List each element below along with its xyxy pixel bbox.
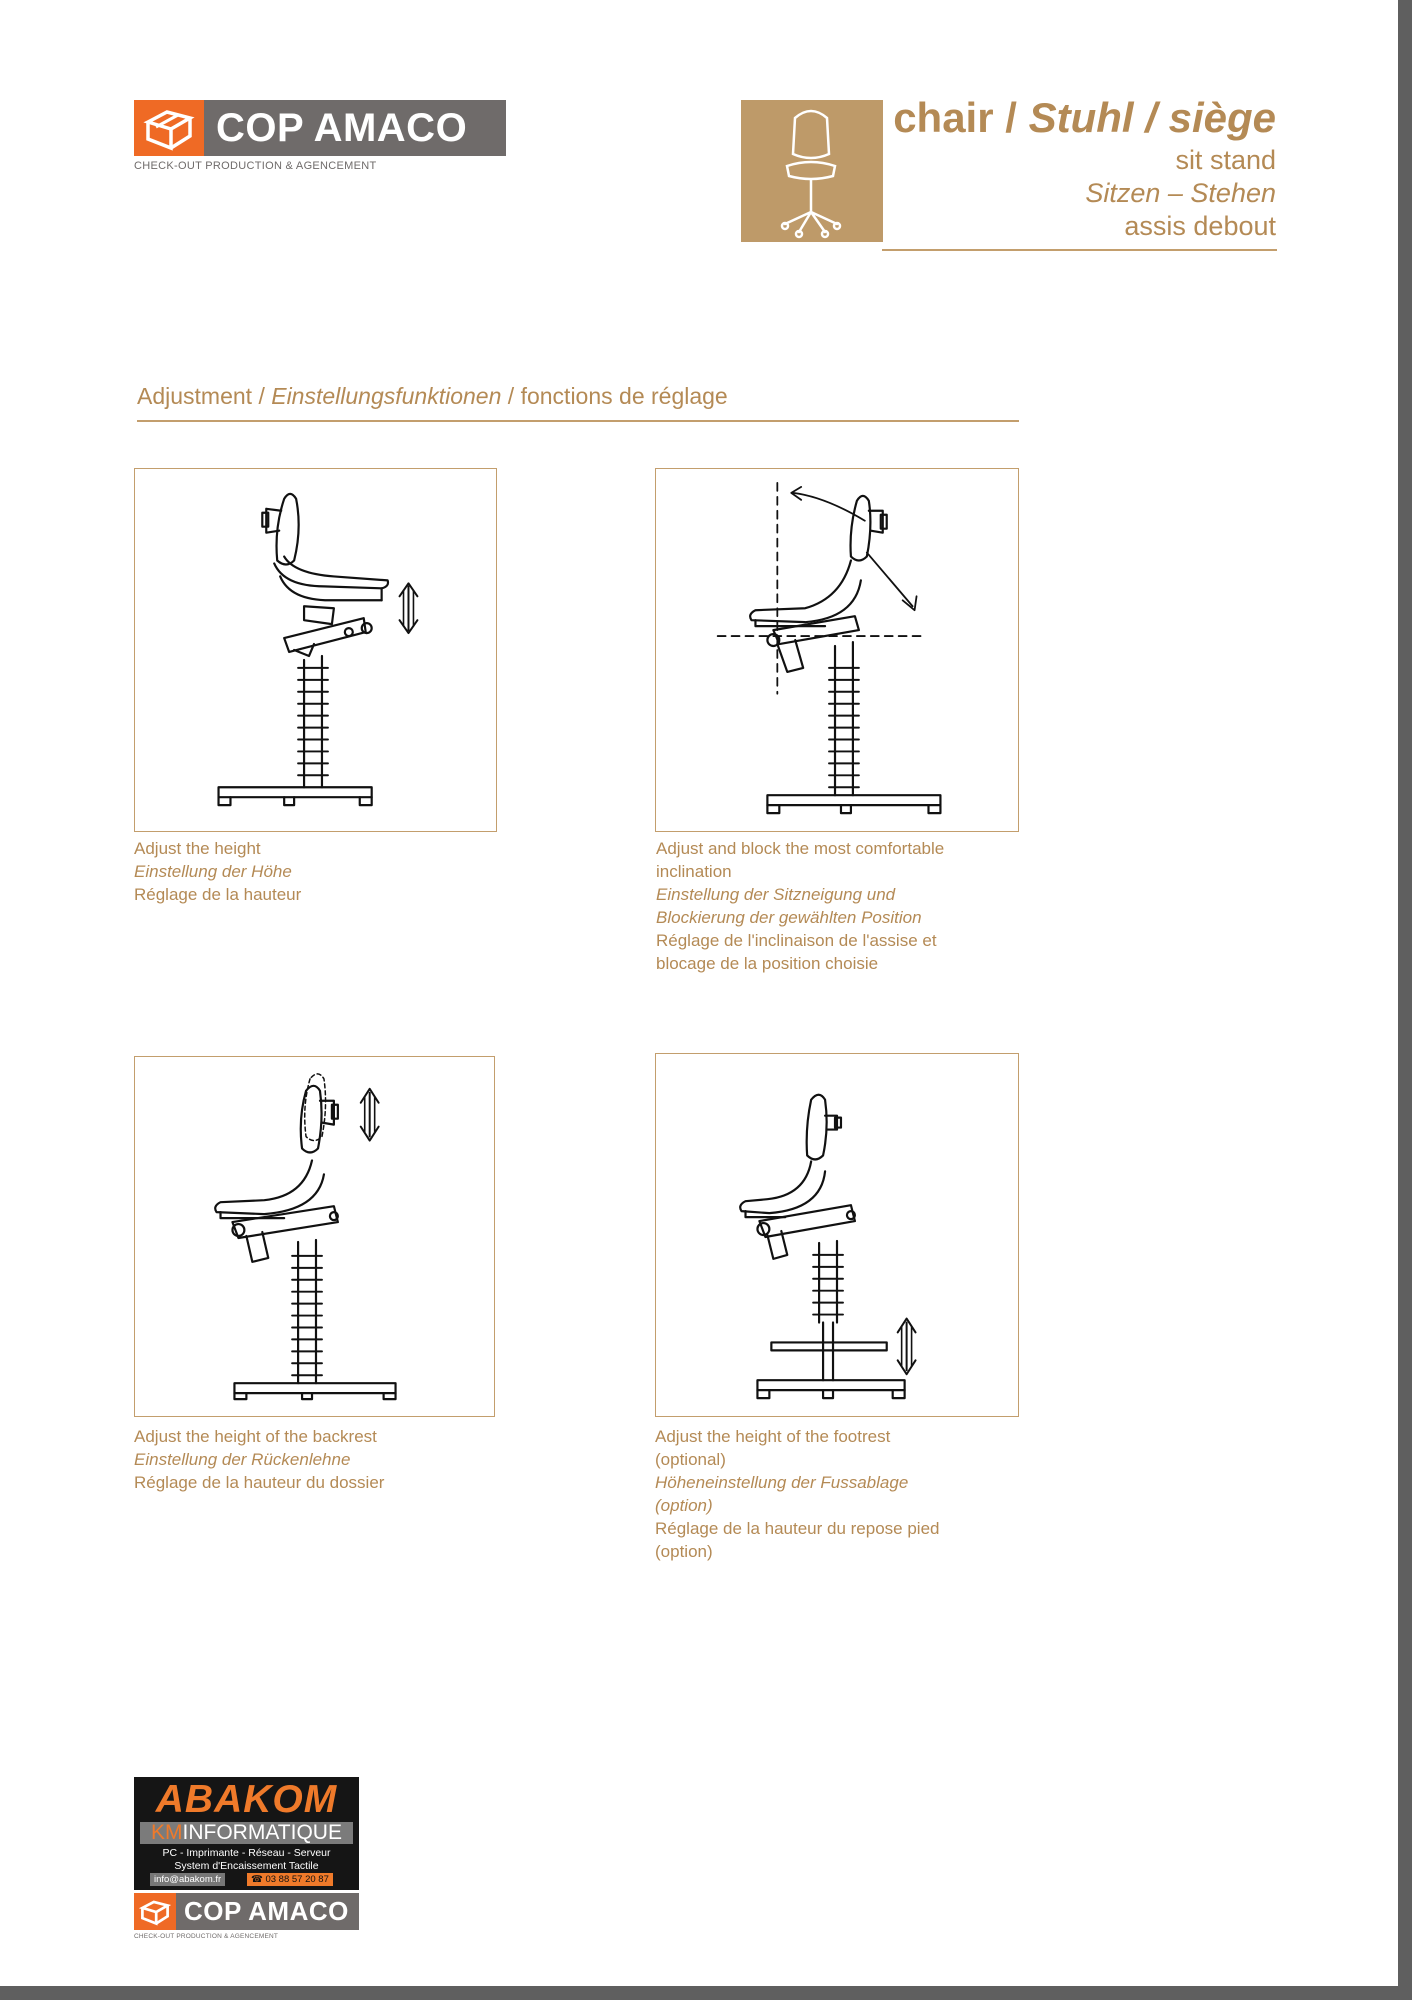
abakom-services bbox=[134, 1847, 359, 1873]
title-de: Stuhl / bbox=[1028, 94, 1157, 141]
caption-fr: Réglage de la hauteur du dossier bbox=[134, 1473, 385, 1492]
subtitle-de: Sitzen – Stehen bbox=[1085, 178, 1276, 208]
caption-de-line2: Blockierung der gewählten Position bbox=[656, 908, 922, 927]
cop-amaco-logo-small bbox=[134, 1893, 359, 1941]
title-fr: siège bbox=[1168, 94, 1276, 141]
brand-tagline: CHECK-OUT PRODUCTION & AGENCEMENT bbox=[134, 160, 377, 172]
caption-en-line1: Adjust and block the most comfortable bbox=[656, 839, 945, 858]
title-en: chair / bbox=[893, 94, 1017, 141]
caption-footrest-adjust bbox=[655, 1425, 940, 1563]
caption-de: Einstellung der Höhe bbox=[134, 862, 292, 881]
box-logo-icon bbox=[134, 100, 204, 156]
caption-fr-line2: (option) bbox=[655, 1542, 713, 1561]
caption-fr-line1: Réglage de la hauteur du repose pied bbox=[655, 1519, 940, 1538]
brand-name-small: COP AMACO bbox=[176, 1893, 359, 1930]
abakom-email: info@abakom.fr bbox=[150, 1873, 225, 1886]
caption-de-line2: (option) bbox=[655, 1496, 713, 1515]
figure-footrest-adjust bbox=[655, 1053, 1019, 1417]
abakom-logo bbox=[134, 1777, 359, 1890]
abakom-subtitle bbox=[140, 1822, 353, 1844]
caption-en-line2: (optional) bbox=[655, 1450, 726, 1469]
figure-inclination-adjust bbox=[655, 468, 1019, 832]
heading-de: Einstellungsfunktionen bbox=[271, 383, 502, 409]
abakom-services-line2: System d'Encaissement Tactile bbox=[174, 1860, 319, 1872]
caption-en: Adjust the height of the backrest bbox=[134, 1427, 377, 1446]
figure-height-adjust bbox=[134, 468, 497, 832]
caption-en-line1: Adjust the height of the footrest bbox=[655, 1427, 891, 1446]
product-title bbox=[893, 92, 1276, 144]
heading-en: Adjustment / bbox=[137, 383, 265, 409]
abakom-name: ABAKOM bbox=[155, 1778, 338, 1821]
figure-backrest-adjust bbox=[134, 1056, 495, 1417]
subtitle-fr: assis debout bbox=[1124, 211, 1276, 241]
caption-de: Einstellung der Rückenlehne bbox=[134, 1450, 351, 1469]
caption-inclination-adjust bbox=[656, 837, 944, 975]
caption-fr-line1: Réglage de l'inclinaison de l'assise et bbox=[656, 931, 937, 950]
caption-de-line1: Höheneinstellung der Fussablage bbox=[655, 1473, 909, 1492]
header-divider bbox=[882, 249, 1277, 251]
caption-en-line2: inclination bbox=[656, 862, 732, 881]
abakom-km: KM bbox=[151, 1822, 183, 1844]
section-heading bbox=[137, 383, 728, 410]
abakom-informatique: INFORMATIQUE bbox=[182, 1822, 342, 1844]
brand-name: COP AMACO bbox=[204, 100, 506, 156]
abakom-phone: ☎ 03 88 57 20 87 bbox=[247, 1873, 333, 1886]
heading-fr: / fonctions de réglage bbox=[507, 383, 728, 409]
caption-en: Adjust the height bbox=[134, 839, 261, 858]
caption-height-adjust bbox=[134, 837, 301, 906]
section-divider bbox=[137, 420, 1019, 422]
subtitle-en: sit stand bbox=[1175, 145, 1276, 175]
caption-fr: Réglage de la hauteur bbox=[134, 885, 302, 904]
brand-tagline-small: CHECK-OUT PRODUCTION & AGENCEMENT bbox=[134, 1933, 279, 1940]
chair-icon bbox=[741, 100, 883, 242]
cop-amaco-logo bbox=[134, 100, 506, 172]
caption-de-line1: Einstellung der Sitzneigung und bbox=[656, 885, 896, 904]
abakom-services-line1: PC - Imprimante - Réseau - Serveur bbox=[162, 1847, 331, 1859]
product-title-block bbox=[893, 92, 1276, 243]
caption-fr-line2: blocage de la position choisie bbox=[656, 954, 879, 973]
box-logo-icon bbox=[134, 1893, 176, 1930]
caption-backrest-adjust bbox=[134, 1425, 384, 1494]
